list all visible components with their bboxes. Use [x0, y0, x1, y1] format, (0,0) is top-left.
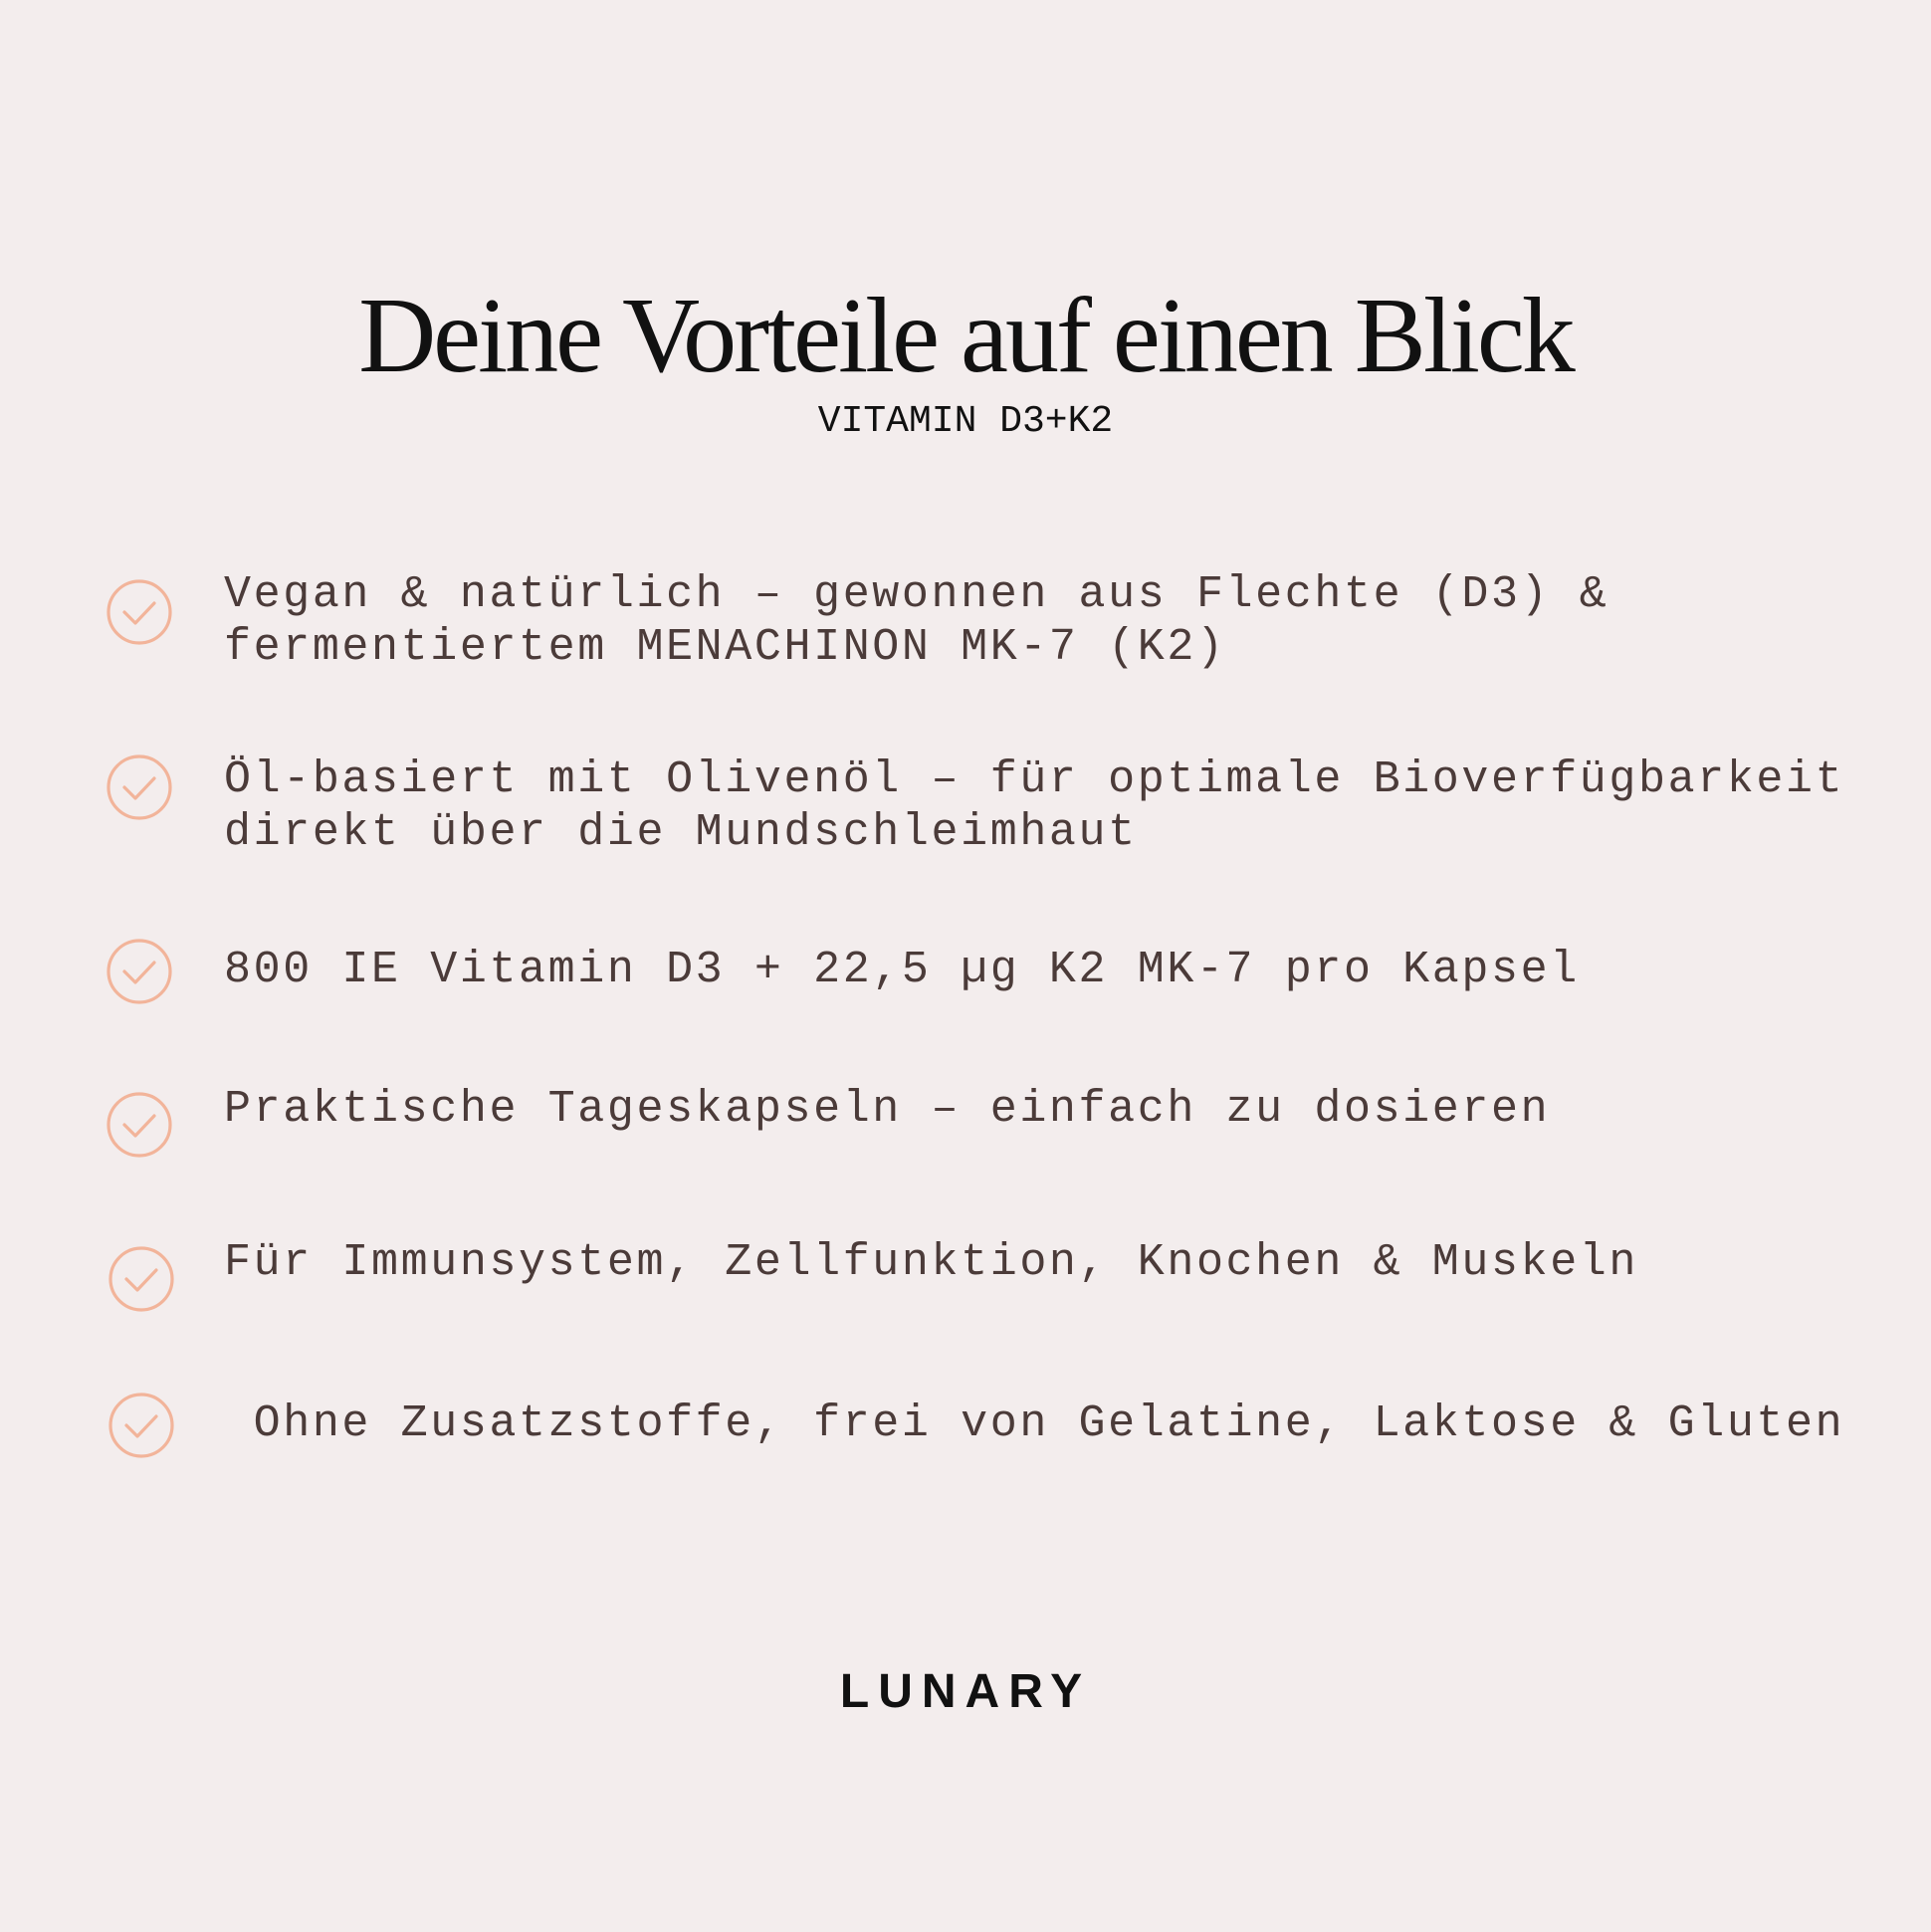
benefit-text-line: fermentiertem MENACHINON MK-7 (K2) [224, 622, 1226, 673]
check-circle-icon [106, 753, 173, 821]
benefit-text-line: 800 IE Vitamin D3 + 22,5 µg K2 MK-7 pro Kapsel [224, 945, 1580, 995]
brand-logo: LUNARY [839, 1665, 1092, 1718]
benefit-text-line: Ohne Zusatzstoffe, frei von Gelatine, Laktose & Gluten [224, 1398, 1845, 1449]
benefit-text-line: Vegan & natürlich – gewonnen aus Flechte (D3) & [224, 569, 1609, 620]
check-circle-icon [107, 1392, 175, 1459]
check-circle-icon [106, 578, 173, 646]
check-circle-icon [107, 1245, 175, 1313]
benefit-text-line: Für Immunsystem, Zellfunktion, Knochen & Muskeln [224, 1237, 1639, 1288]
benefit-text-line: Praktische Tageskapseln – einfach zu dosieren [224, 1084, 1551, 1135]
check-circle-icon [106, 938, 173, 1005]
benefit-text-line: Öl-basiert mit Olivenöl – für optimale Bioverfügbarkeit [224, 754, 1845, 805]
page-title: Deine Vorteile auf einen Blick [358, 277, 1573, 395]
benefit-text-line: direkt über die Mundschleimhaut [224, 807, 1138, 858]
product-subtitle: VITAMIN D3+K2 [817, 400, 1114, 443]
check-circle-icon [106, 1091, 173, 1159]
